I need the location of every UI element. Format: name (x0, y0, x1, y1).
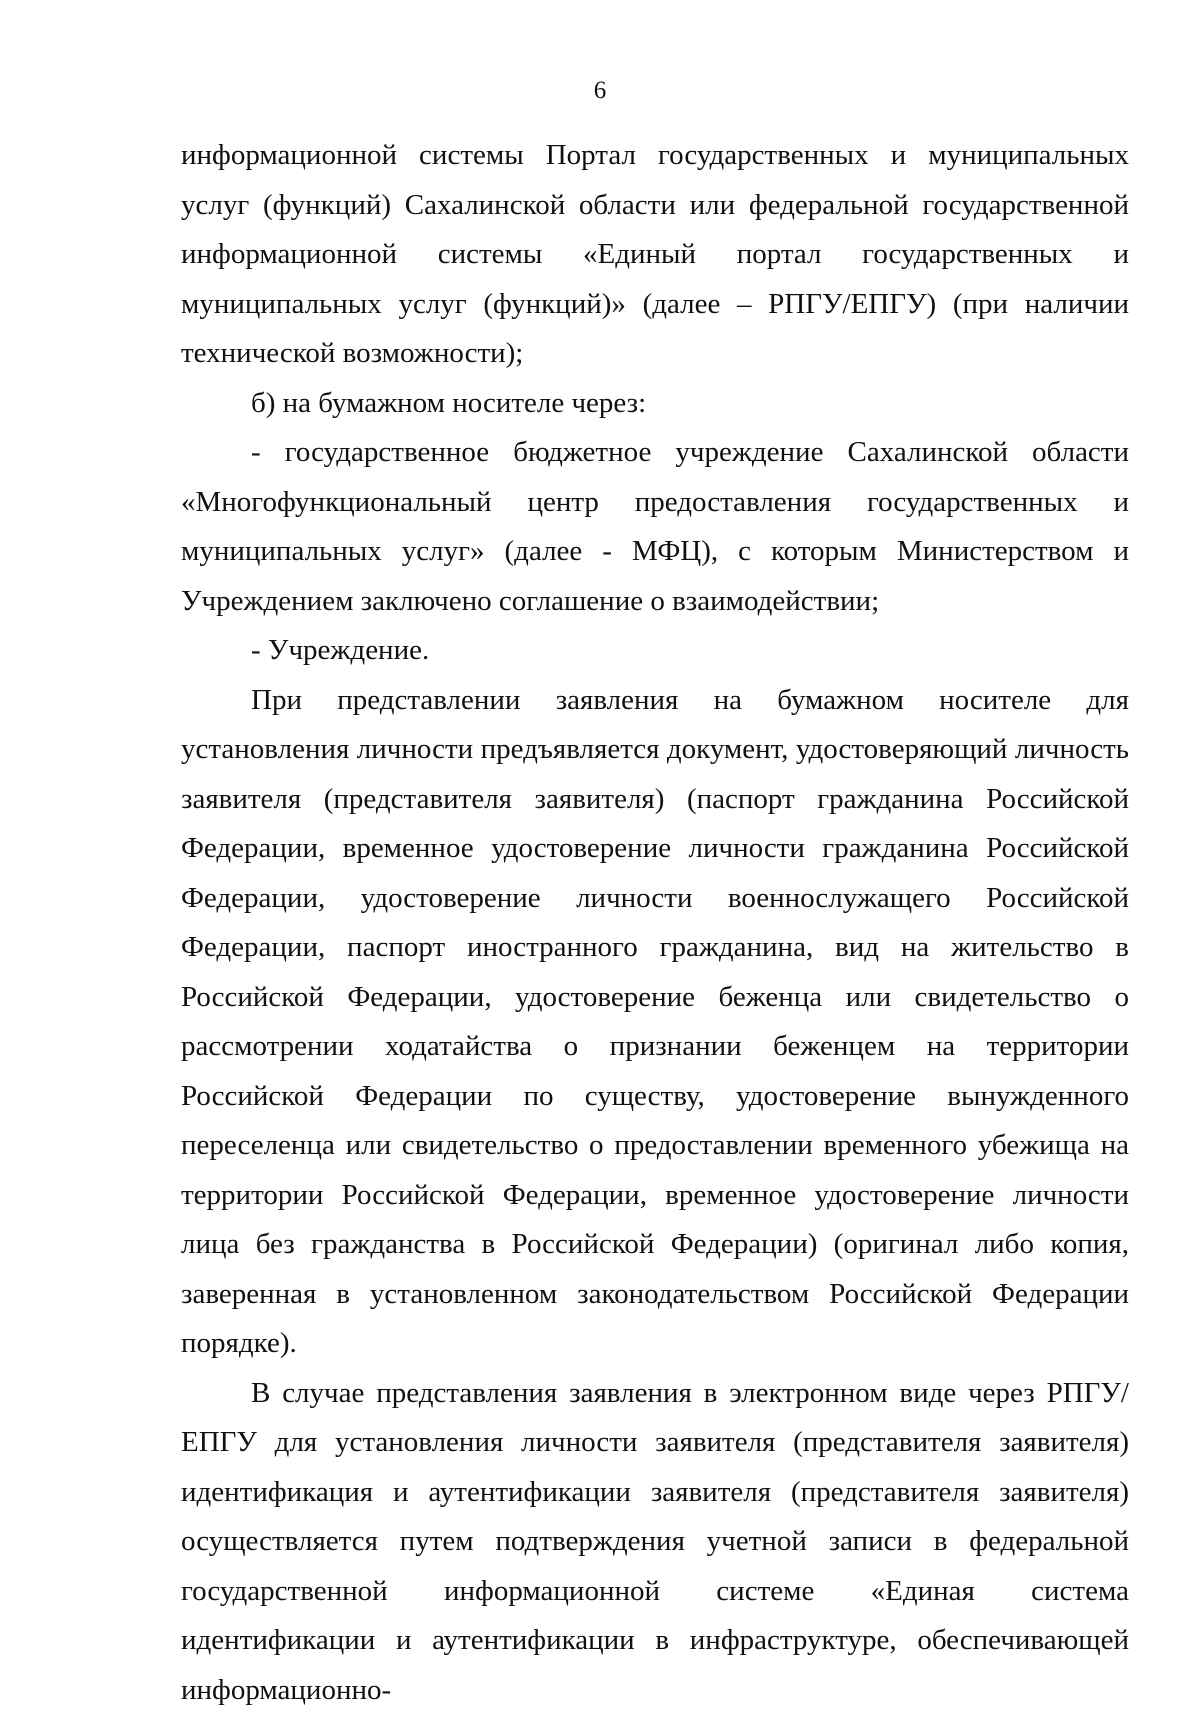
paragraph-electronic-identification: В случае представления заявления в электронном виде через РПГУ/ЕПГУ для установления личности заявителя (представителя заявителя) идентификация и аутентификации заявителя (представителя заявителя) осуществляется путем подтверждения учетной записи в федеральной государственной информационной системе «Единая система идентификации и аутентификации в инфраструктуре, обеспечивающей информационно- (181, 1369, 1129, 1715)
paragraph-institution: - Учреждение. (181, 626, 1129, 676)
paragraph-identity-documents: При представлении заявления на бумажном носителе для установления личности предъявляется документ, удостоверяющий личность заявителя (представителя заявителя) (паспорт гражданина Российской Федерации, временное удостоверение личности гражданина Российской Федерации, удостоверение личности военнослужащего Российской Федерации, паспорт иностранного гражданина, вид на жительство в Российской Федерации, удостоверение беженца или свидетельство о рассмотрении ходатайства о признании беженцем на территории Российской Федерации по существу, удостоверение вынужденного переселенца или свидетельство о предоставлении временного убежища на территории Российской Федерации, временное удостоверение личности лица без гражданства в Российской Федерации) (оригинал либо копия, заверенная в установленном законодательством Российской Федерации порядке). (181, 676, 1129, 1369)
paragraph-portal-continuation: информационной системы Портал государственных и муниципальных услуг (функций) Сахалинской области или федеральной государственной информационной системы «Единый портал государственных и муниципальных услуг (функций)» (далее – РПГУ/ЕПГУ) (при наличии технической возможности); (181, 131, 1129, 379)
page-number: 6 (0, 76, 1200, 106)
document-body (181, 131, 1129, 1715)
paragraph-paper-media: б) на бумажном носителе через: (181, 379, 1129, 429)
paragraph-mfc: - государственное бюджетное учреждение Сахалинской области «Многофункциональный центр предоставления государственных и муниципальных услуг» (далее - МФЦ), с которым Министерством и Учреждением заключено соглашение о взаимодействии; (181, 428, 1129, 626)
